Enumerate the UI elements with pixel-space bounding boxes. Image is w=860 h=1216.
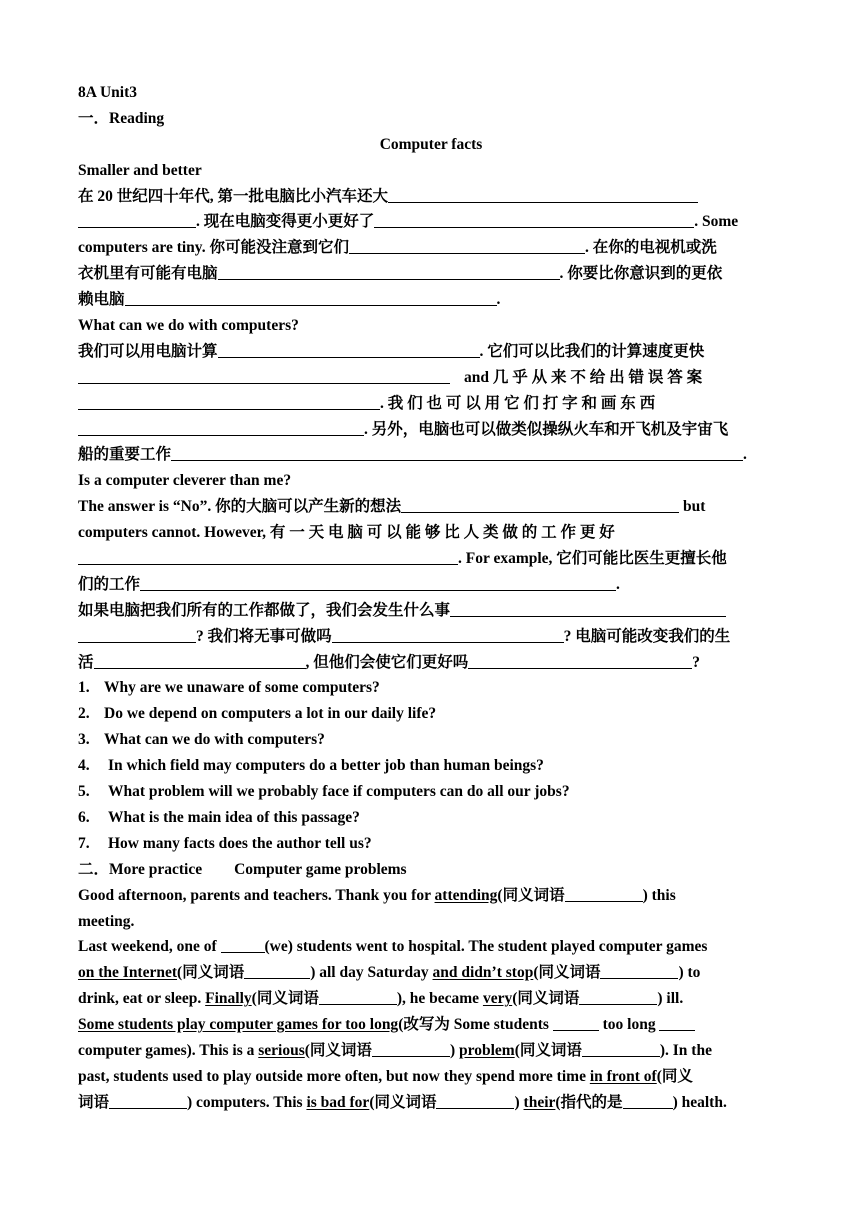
answer-blank[interactable] [372, 1040, 450, 1057]
question-number: 1. [78, 679, 90, 697]
text-segment: 在 20 世纪四十年代, 第一批电脑比小汽车还大 [78, 187, 389, 205]
answer-blank[interactable] [94, 652, 306, 669]
text-line [78, 598, 784, 624]
answer-blank[interactable] [388, 186, 698, 203]
question-text: What is the main idea of this passage? [108, 808, 360, 826]
question-text: In which field may computers do a better job than human beings? [108, 757, 544, 775]
text-line [78, 1064, 784, 1090]
text-segment: drink, eat or sleep. [78, 990, 202, 1008]
text-segment: . [616, 575, 620, 593]
question-text: What can we do with computers? [104, 731, 325, 749]
text-segment: 活 [78, 653, 94, 671]
text-segment: ? 我们将无事可做吗 [196, 627, 332, 645]
answer-blank[interactable] [349, 237, 585, 254]
text-segment: 衣机里有可能有电脑 [78, 265, 218, 283]
question-text: How many facts does the author tell us? [108, 834, 372, 852]
text-segment: . For example, 它们可能比医生更擅长他 [458, 550, 727, 568]
text-segment: , 但他们会使它们更好吗 [305, 653, 469, 671]
text-segment: (同义词语 [512, 990, 580, 1008]
text-segment: . [496, 291, 501, 309]
underlined-term: their [523, 1093, 556, 1111]
question-item [78, 753, 784, 779]
text-segment: ) health. [672, 1093, 727, 1111]
text-segment: (同义词语 [497, 886, 565, 904]
question-number: 5. [78, 783, 90, 801]
text-segment: (改写为 Some students [398, 1016, 549, 1034]
text-line [78, 546, 784, 572]
text-segment: and 几 乎 从 来 不 给 出 错 误 答 案 [464, 368, 703, 386]
text-segment: ? [692, 653, 701, 671]
text-line [78, 184, 784, 210]
question-item [78, 805, 784, 831]
text-line [78, 442, 784, 468]
answer-blank[interactable] [171, 444, 743, 461]
text-segment: Good afternoon, parents and teachers. Thank you for [78, 886, 431, 904]
answer-blank[interactable] [218, 341, 480, 358]
question-item [78, 701, 784, 727]
text-segment: . 另外，电脑也可以做类似操纵火车和开飞机及宇宙飞 [364, 420, 729, 438]
text-segment: ). In the [659, 1041, 712, 1059]
answer-blank[interactable] [78, 626, 196, 643]
text-segment: ) to [678, 964, 701, 982]
text-segment: . 你要比你意识到的更依 [559, 265, 723, 283]
answer-blank[interactable] [78, 367, 450, 384]
answer-blank[interactable] [659, 1014, 695, 1031]
text-segment: 如果电脑把我们所有的工作都做了，我们会发生什么事 [78, 601, 451, 619]
text-line [78, 1090, 784, 1116]
text-segment: computers cannot. However, 有 一 天 电 脑 可 以 能 够 比 人 类 做 的 工 作 更 好 [78, 524, 615, 542]
text-line [78, 572, 784, 598]
answer-blank[interactable] [401, 496, 679, 513]
text-line [78, 391, 784, 417]
text-segment: (we) students went to hospital. The student played computer games [264, 938, 708, 956]
text-line [78, 650, 784, 676]
answer-blank[interactable] [244, 962, 310, 979]
text-line [78, 235, 784, 261]
answer-blank[interactable] [78, 548, 458, 565]
text-segment: ) [514, 1093, 520, 1111]
subheading-smaller-better: Smaller and better [78, 161, 202, 179]
underlined-term: Some students play computer games for too long [78, 1016, 399, 1034]
answer-blank[interactable] [623, 1092, 673, 1109]
answer-blank[interactable] [109, 1092, 187, 1109]
text-segment: past, students used to play outside more often, but now they spend more time [78, 1067, 586, 1085]
text-segment: (同义词语 [533, 964, 601, 982]
text-segment: ? 电脑可能改变我们的生 [563, 627, 731, 645]
underlined-term: is bad for [306, 1093, 370, 1111]
text-line [78, 209, 784, 235]
question-text: Why are we unaware of some computers? [104, 679, 380, 697]
question-number: 7. [78, 834, 90, 852]
text-segment: Last weekend, one of [78, 938, 217, 956]
section-practice-heading [78, 857, 784, 883]
answer-blank[interactable] [374, 211, 694, 228]
answer-blank[interactable] [319, 988, 397, 1005]
text-segment: but [682, 498, 706, 516]
text-segment: too long [602, 1016, 656, 1034]
underlined-term: very [482, 990, 513, 1008]
underlined-term: attending [434, 886, 498, 904]
text-segment: ) [449, 1041, 456, 1059]
question-number: 6. [78, 808, 90, 826]
answer-blank[interactable] [600, 962, 678, 979]
text-segment: ) computers. This [187, 1093, 303, 1111]
answer-blank[interactable] [582, 1040, 660, 1057]
subheading-what-can-we-do: What can we do with computers? [78, 317, 299, 335]
text-segment: ), he became [396, 990, 480, 1008]
text-segment: . 在你的电视机或洗 [584, 239, 717, 257]
text-line [78, 417, 784, 443]
text-segment: ) all day Saturday [310, 964, 429, 982]
answer-blank[interactable] [78, 211, 196, 228]
text-line [78, 520, 784, 546]
text-segment: (同义词语 [304, 1041, 372, 1059]
answer-blank[interactable] [78, 419, 364, 436]
text-segment: 赖电脑 [78, 291, 125, 309]
text-line [78, 261, 784, 287]
text-segment: (同义词语 [251, 990, 319, 1008]
subheading-is-computer-cleverer: Is a computer cleverer than me? [78, 472, 292, 490]
question-item [78, 831, 784, 857]
text-segment: ) this [642, 886, 676, 904]
answer-blank[interactable] [565, 885, 643, 902]
text-segment: (同义词语 [514, 1041, 582, 1059]
section-subtitle: Computer game problems [234, 860, 407, 878]
answer-blank[interactable] [579, 988, 657, 1005]
text-line [78, 624, 784, 650]
question-item [78, 675, 784, 701]
text-line [78, 960, 784, 986]
unit-label: 8A Unit3 [78, 84, 137, 101]
underlined-term: problem [458, 1041, 515, 1059]
text-segment: (同义词语 [177, 964, 245, 982]
question-number: 3. [78, 731, 90, 749]
text-segment: computer games). This is a [78, 1041, 255, 1059]
text-line [78, 883, 784, 909]
text-segment: . 我 们 也 可 以 用 它 们 打 字 和 画 东 西 [380, 394, 656, 412]
answer-blank[interactable] [218, 263, 560, 280]
answer-blank[interactable] [78, 393, 380, 410]
question-number: 2. [78, 705, 90, 723]
text-segment: . [743, 446, 747, 464]
section-label: 二．More practice [78, 860, 203, 878]
question-text: Do we depend on computers a lot in our daily life? [104, 705, 437, 723]
question-item [78, 779, 784, 805]
text-line [78, 287, 784, 313]
answer-blank[interactable] [553, 1014, 599, 1031]
text-line [78, 1038, 784, 1064]
text-segment: 我们可以用电脑计算 [78, 342, 218, 360]
underlined-term: Finally [205, 990, 252, 1008]
underlined-term: in front of [589, 1067, 657, 1085]
text-line [78, 934, 784, 960]
text-line [78, 986, 784, 1012]
text-segment: (同义词语 [369, 1093, 437, 1111]
text-segment: (同义 [656, 1067, 693, 1085]
text-line: meeting. [78, 912, 135, 930]
question-number: 4. [78, 757, 90, 775]
underlined-term: serious [258, 1041, 305, 1059]
underlined-term: and didn’t stop [432, 964, 534, 982]
answer-blank[interactable] [468, 652, 692, 669]
answer-blank[interactable] [221, 936, 265, 953]
page-title: Computer facts [379, 135, 483, 153]
underlined-term: on the Internet [78, 964, 178, 982]
section-reading-heading: 一．Reading [78, 109, 165, 127]
text-segment: . Some [694, 213, 739, 231]
answer-blank[interactable] [140, 574, 616, 591]
text-segment: . 现在电脑变得更小更好了 [196, 213, 375, 231]
question-item [78, 727, 784, 753]
text-line [78, 365, 784, 391]
text-segment: (指代的是 [555, 1093, 623, 1111]
answer-blank[interactable] [125, 289, 497, 306]
text-line [78, 339, 784, 365]
text-line [78, 1012, 784, 1038]
text-segment: . 它们可以比我们的计算速度更快 [479, 342, 705, 360]
answer-blank[interactable] [332, 626, 564, 643]
text-segment: 词语 [78, 1093, 110, 1111]
answer-blank[interactable] [436, 1092, 514, 1109]
text-segment: ) ill. [657, 990, 684, 1008]
text-segment: 船的重要工作 [78, 446, 172, 464]
answer-blank[interactable] [450, 600, 726, 617]
question-text: What problem will we probably face if computers can do all our jobs? [108, 783, 570, 801]
text-segment: computers are tiny. 你可能没注意到它们 [78, 239, 349, 257]
text-segment: 们的工作 [78, 575, 141, 593]
text-segment: The answer is “No”. 你的大脑可以产生新的想法 [78, 498, 402, 516]
text-line [78, 494, 784, 520]
